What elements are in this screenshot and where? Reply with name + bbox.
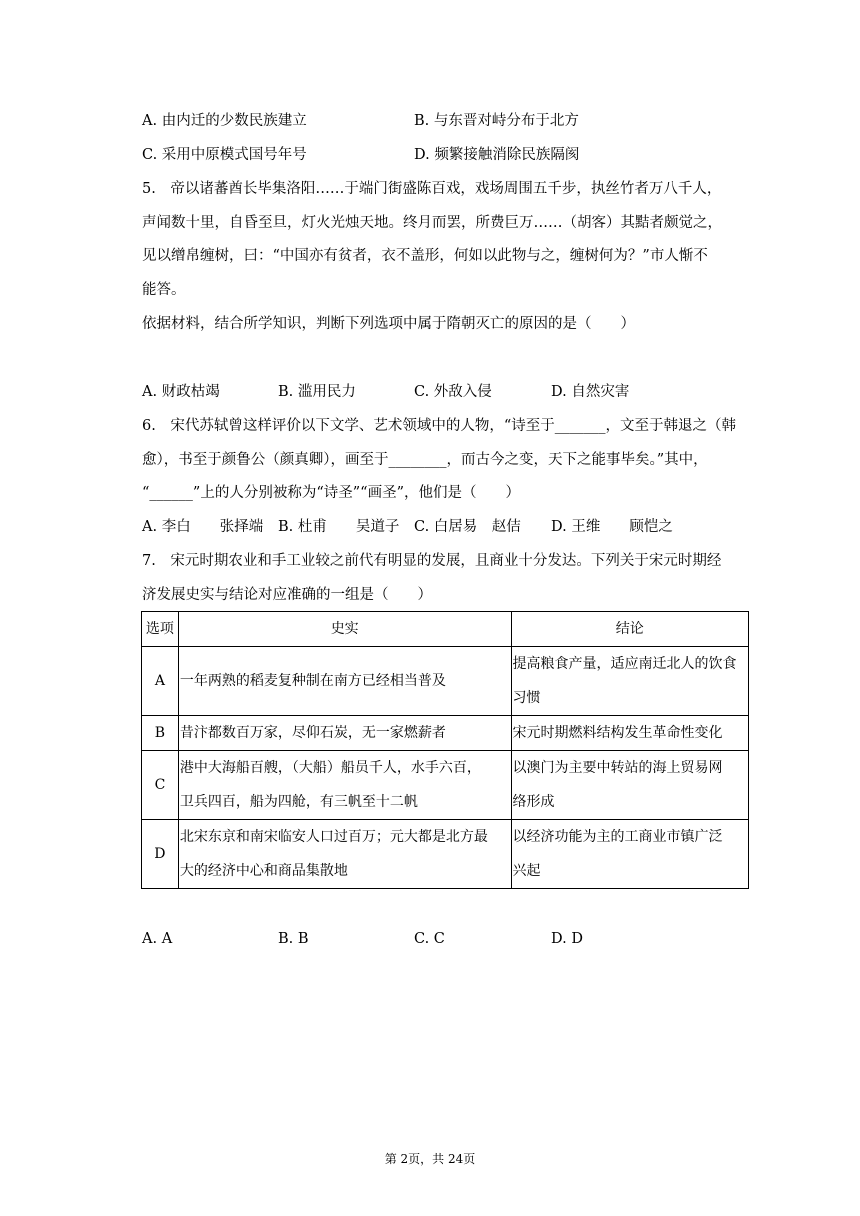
row-conclusion [511, 751, 748, 820]
page-footer: 第 2页，共 24页 [384, 1152, 476, 1166]
q5-stem-line-2: 声闻数十里，自昏至旦，灯火光烛天地。终月而罢，所费巨万……（胡客）其黠者颇觉之， [142, 215, 722, 231]
conclusion-line: 以经济功能为主的工商业市镇广泛 [512, 829, 723, 845]
conclusion-line: 以澳门为主要中转站的海上贸易网 [512, 760, 723, 776]
row-fact [178, 820, 511, 889]
q6-option-a: A. 李白 张择端 [142, 519, 264, 535]
q7-table [141, 611, 749, 889]
fact-line: 一年两熟的稻麦复种制在南方已经相当普及 [179, 673, 446, 689]
q6-stem-line-2: 愈），书至于颜鲁公（颜真卿），画至于________，而古今之变，天下之能事毕矣。”其中， [142, 452, 708, 468]
q6-stem-line-3: “______”上的人分别被称为“诗圣”“画圣”，他们是（ ） [142, 485, 520, 501]
table-row [142, 647, 749, 716]
q4-option-b: B. 与东晋对峙分布于北方 [414, 113, 579, 129]
fact-line: 港中大海船百艘，（大船）船员千人，水手六百， [179, 760, 481, 776]
table-row [142, 820, 749, 889]
fact-line: 北宋东京和南宋临安人口过百万；元大都是北方最 [179, 829, 488, 845]
row-fact [178, 716, 511, 751]
q5-option-c: C. 外敌入侵 [414, 384, 492, 400]
row-conclusion [511, 647, 748, 716]
q4-option-a: A. 由内迁的少数民族建立 [142, 113, 307, 129]
row-fact [178, 751, 511, 820]
conclusion-line: 宋元时期燃料结构发生革命性变化 [512, 725, 723, 741]
row-conclusion [511, 820, 748, 889]
q7-option-b: B. B [278, 931, 309, 947]
q7-stem-line-2: 济发展史实与结论对应准确的一组是（ ） [142, 587, 432, 603]
q5-option-d: D. 自然灾害 [551, 384, 630, 400]
row-option: A [142, 647, 179, 716]
q6-option-d: D. 王维 顾恺之 [551, 519, 673, 535]
conclusion-line: 络形成 [512, 794, 555, 810]
table-row [142, 716, 749, 751]
q5-prompt: 依据材料，结合所学知识，判断下列选项中属于隋朝灭亡的原因的是（ ） [142, 316, 635, 332]
q6-option-c: C. 白居易 赵佶 [414, 519, 521, 535]
q5-stem-line-4: 能答。 [142, 282, 186, 298]
q5-option-a: A. 财政枯竭 [142, 384, 220, 400]
fact-line: 大的经济中心和商品集散地 [179, 863, 348, 879]
row-option: B [142, 716, 179, 751]
q4-option-c: C. 采用中原模式国号年号 [142, 147, 307, 163]
fact-line: 卫兵四百，船为四舱，有三帆至十二帆 [179, 794, 418, 810]
row-fact [178, 647, 511, 716]
table-header-row [142, 612, 749, 647]
q5-stem-line-1: 5. 帝以诸蕃酋长毕集洛阳……于端门街盛陈百戏，戏场周围五千步，执丝竹者万八千人， [142, 181, 722, 197]
q7-option-a: A. A [142, 931, 173, 947]
row-conclusion [511, 716, 748, 751]
conclusion-line: 兴起 [512, 863, 541, 879]
header-option: 选项 [142, 612, 179, 647]
header-fact: 史实 [178, 612, 511, 647]
row-option: C [142, 751, 179, 820]
q7-stem-line-1: 7. 宋元时期农业和手工业较之前代有明显的发展，且商业十分发达。下列关于宋元时期经 [142, 553, 722, 569]
conclusion-line: 提高粮食产量，适应南迁北人的饮食 [512, 656, 737, 672]
q6-stem-line-1: 6. 宋代苏轼曾这样评价以下文学、艺术领域中的人物，“诗至于_______，文至于韩退之（韩 [142, 418, 736, 434]
q6-option-b: B. 杜甫 吴道子 [278, 519, 400, 535]
table-row [142, 751, 749, 820]
conclusion-line: 习惯 [512, 690, 541, 706]
header-conclusion: 结论 [511, 612, 748, 647]
fact-line: 昔汴都数百万家，尽仰石炭，无一家燃薪者 [179, 725, 446, 741]
q7-option-c: C. C [414, 931, 445, 947]
q4-option-d: D. 频繁接触消除民族隔阂 [414, 147, 580, 163]
q5-stem-line-3: 见以缯帛缠树，曰：“中国亦有贫者，衣不盖形，何如以此物与之，缠树何为？”市人惭不 [142, 248, 708, 264]
q7-option-d: D. D [551, 931, 583, 947]
row-option: D [142, 820, 179, 889]
q5-option-b: B. 滥用民力 [278, 384, 356, 400]
